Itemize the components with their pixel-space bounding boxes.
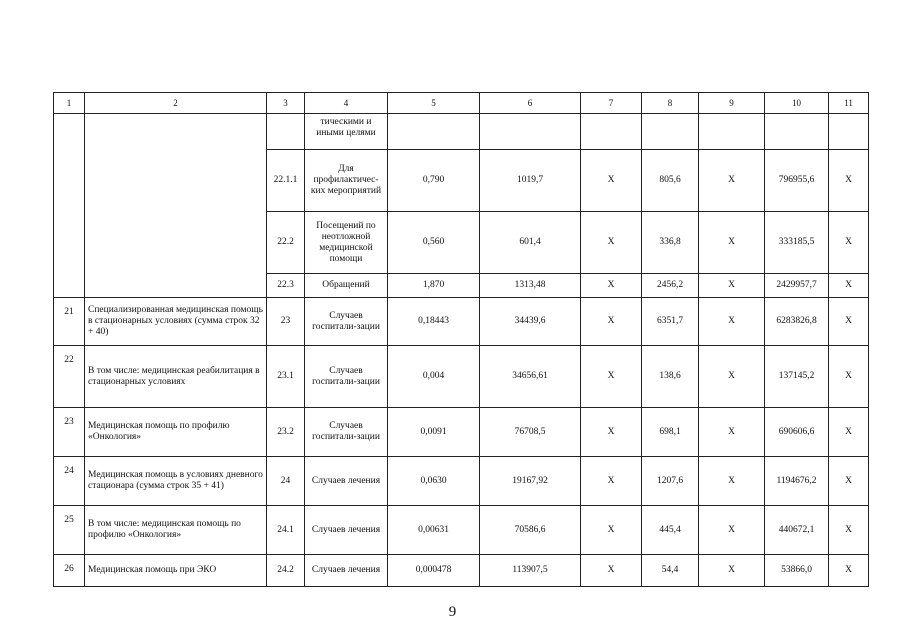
norm-cell: 0,000478: [388, 555, 480, 587]
unit-cell: Случаев госпитали-зации: [305, 298, 388, 346]
table-row: [54, 114, 869, 150]
norm-cell: 1,870: [388, 274, 480, 298]
cost-cell: 19167,92: [480, 457, 581, 506]
norm-cell: 0,18443: [388, 298, 480, 346]
cell: X: [829, 150, 869, 212]
line-code-cell: 23.1: [267, 346, 305, 408]
unit-cell: Случаев госпитали-зации: [305, 408, 388, 457]
cell: X: [829, 457, 869, 506]
unit-cell: Случаев госпитали-зации: [305, 346, 388, 408]
cell: X: [829, 298, 869, 346]
cell: 54,4: [642, 555, 699, 587]
cost-cell: 34439,6: [480, 298, 581, 346]
column-header: 4: [305, 93, 388, 114]
row-number-cell: 24: [54, 457, 85, 506]
norm-cell: 0,00631: [388, 506, 480, 555]
cell: X: [699, 506, 765, 555]
cell: 2429957,7: [765, 274, 829, 298]
table-row: [54, 346, 869, 408]
line-code-cell: 22.3: [267, 274, 305, 298]
cell: X: [581, 212, 642, 274]
cell: X: [829, 555, 869, 587]
cell: X: [699, 150, 765, 212]
cell: X: [829, 346, 869, 408]
column-header: 2: [85, 93, 267, 114]
row-number-cell: 26: [54, 555, 85, 587]
cell: [829, 114, 869, 150]
norm-cell: 0,0091: [388, 408, 480, 457]
cell: [699, 114, 765, 150]
column-header: 6: [480, 93, 581, 114]
cell: X: [829, 274, 869, 298]
table-row: [54, 457, 869, 506]
table-row: [54, 555, 869, 587]
unit-cell: Для профилактичес-ких мероприятий: [305, 150, 388, 212]
line-code-cell: [267, 114, 305, 150]
cell: X: [581, 274, 642, 298]
cell: X: [581, 506, 642, 555]
cell: 6283826,8: [765, 298, 829, 346]
table-row: [54, 298, 869, 346]
cell: X: [699, 346, 765, 408]
row-name-cell: Медицинская помощь по профилю «Онкология»: [85, 408, 267, 457]
row-number-cell: [54, 114, 85, 298]
unit-cell: Случаев лечения: [305, 555, 388, 587]
row-name-cell: Медицинская помощь в условиях дневного стационара (сумма строк 35 + 41): [85, 457, 267, 506]
cell: X: [581, 457, 642, 506]
cost-cell: 70586,6: [480, 506, 581, 555]
cell: 6351,7: [642, 298, 699, 346]
cell: X: [581, 346, 642, 408]
unit-cell: Посещений по неотложной медицинской помощи: [305, 212, 388, 274]
unit-cell: Случаев лечения: [305, 457, 388, 506]
column-header: 8: [642, 93, 699, 114]
cell: [581, 114, 642, 150]
cell: X: [829, 408, 869, 457]
column-header: 9: [699, 93, 765, 114]
cost-cell: 1313,48: [480, 274, 581, 298]
column-header: 7: [581, 93, 642, 114]
column-header: 1: [54, 93, 85, 114]
cell: 138,6: [642, 346, 699, 408]
cell: X: [699, 457, 765, 506]
cell: 698,1: [642, 408, 699, 457]
cell: 805,6: [642, 150, 699, 212]
cell: [388, 114, 480, 150]
line-code-cell: 22.1.1: [267, 150, 305, 212]
cell: [480, 114, 581, 150]
unit-cell: Обращений: [305, 274, 388, 298]
column-header: 5: [388, 93, 480, 114]
page-number: 9: [448, 604, 457, 620]
row-name-cell: В том числе: медицинская реабилитация в стационарных условиях: [85, 346, 267, 408]
cell: 796955,6: [765, 150, 829, 212]
table-row: [54, 408, 869, 457]
cell: 1207,6: [642, 457, 699, 506]
cell: X: [699, 408, 765, 457]
cell: X: [699, 274, 765, 298]
row-number-cell: 23: [54, 408, 85, 457]
cost-cell: 113907,5: [480, 555, 581, 587]
cell: [642, 114, 699, 150]
line-code-cell: 24.1: [267, 506, 305, 555]
row-name-cell: [85, 114, 267, 298]
cell: X: [699, 298, 765, 346]
cell: 333185,5: [765, 212, 829, 274]
line-code-cell: 23.2: [267, 408, 305, 457]
cell: 1194676,2: [765, 457, 829, 506]
cell: 336,8: [642, 212, 699, 274]
cell: X: [829, 212, 869, 274]
norm-cell: 0,790: [388, 150, 480, 212]
column-header-row: [54, 93, 869, 114]
cell: 440672,1: [765, 506, 829, 555]
line-code-cell: 24.2: [267, 555, 305, 587]
table-row: [54, 506, 869, 555]
row-name-cell: Медицинская помощь при ЭКО: [85, 555, 267, 587]
row-number-cell: 25: [54, 506, 85, 555]
norm-cell: 0,0630: [388, 457, 480, 506]
row-number-cell: 21: [54, 298, 85, 346]
cell: X: [699, 555, 765, 587]
line-code-cell: 24: [267, 457, 305, 506]
cell: [765, 114, 829, 150]
norm-cell: 0,004: [388, 346, 480, 408]
cell: X: [699, 212, 765, 274]
cost-cell: 601,4: [480, 212, 581, 274]
data-table: [53, 92, 869, 587]
line-code-cell: 22.2: [267, 212, 305, 274]
column-header: 3: [267, 93, 305, 114]
line-code-cell: 23: [267, 298, 305, 346]
norm-cell: 0,560: [388, 212, 480, 274]
cost-cell: 1019,7: [480, 150, 581, 212]
cell: X: [581, 408, 642, 457]
row-number-cell: 22: [54, 346, 85, 408]
cell: 445,4: [642, 506, 699, 555]
cell: X: [581, 150, 642, 212]
cell: 2456,2: [642, 274, 699, 298]
unit-cell: тическими и иными целями: [305, 114, 388, 150]
unit-cell: Случаев лечения: [305, 506, 388, 555]
column-header: 10: [765, 93, 829, 114]
cell: X: [829, 506, 869, 555]
row-name-cell: Специализированная медицинская помощь в стационарных условиях (сумма строк 32 + 40): [85, 298, 267, 346]
cell: X: [581, 298, 642, 346]
cost-cell: 34656,61: [480, 346, 581, 408]
row-name-cell: В том числе: медицинская помощь по профилю «Онкология»: [85, 506, 267, 555]
cell: X: [581, 555, 642, 587]
cell: 137145,2: [765, 346, 829, 408]
cell: 53866,0: [765, 555, 829, 587]
column-header: 11: [829, 93, 869, 114]
cell: 690606,6: [765, 408, 829, 457]
cost-cell: 76708,5: [480, 408, 581, 457]
